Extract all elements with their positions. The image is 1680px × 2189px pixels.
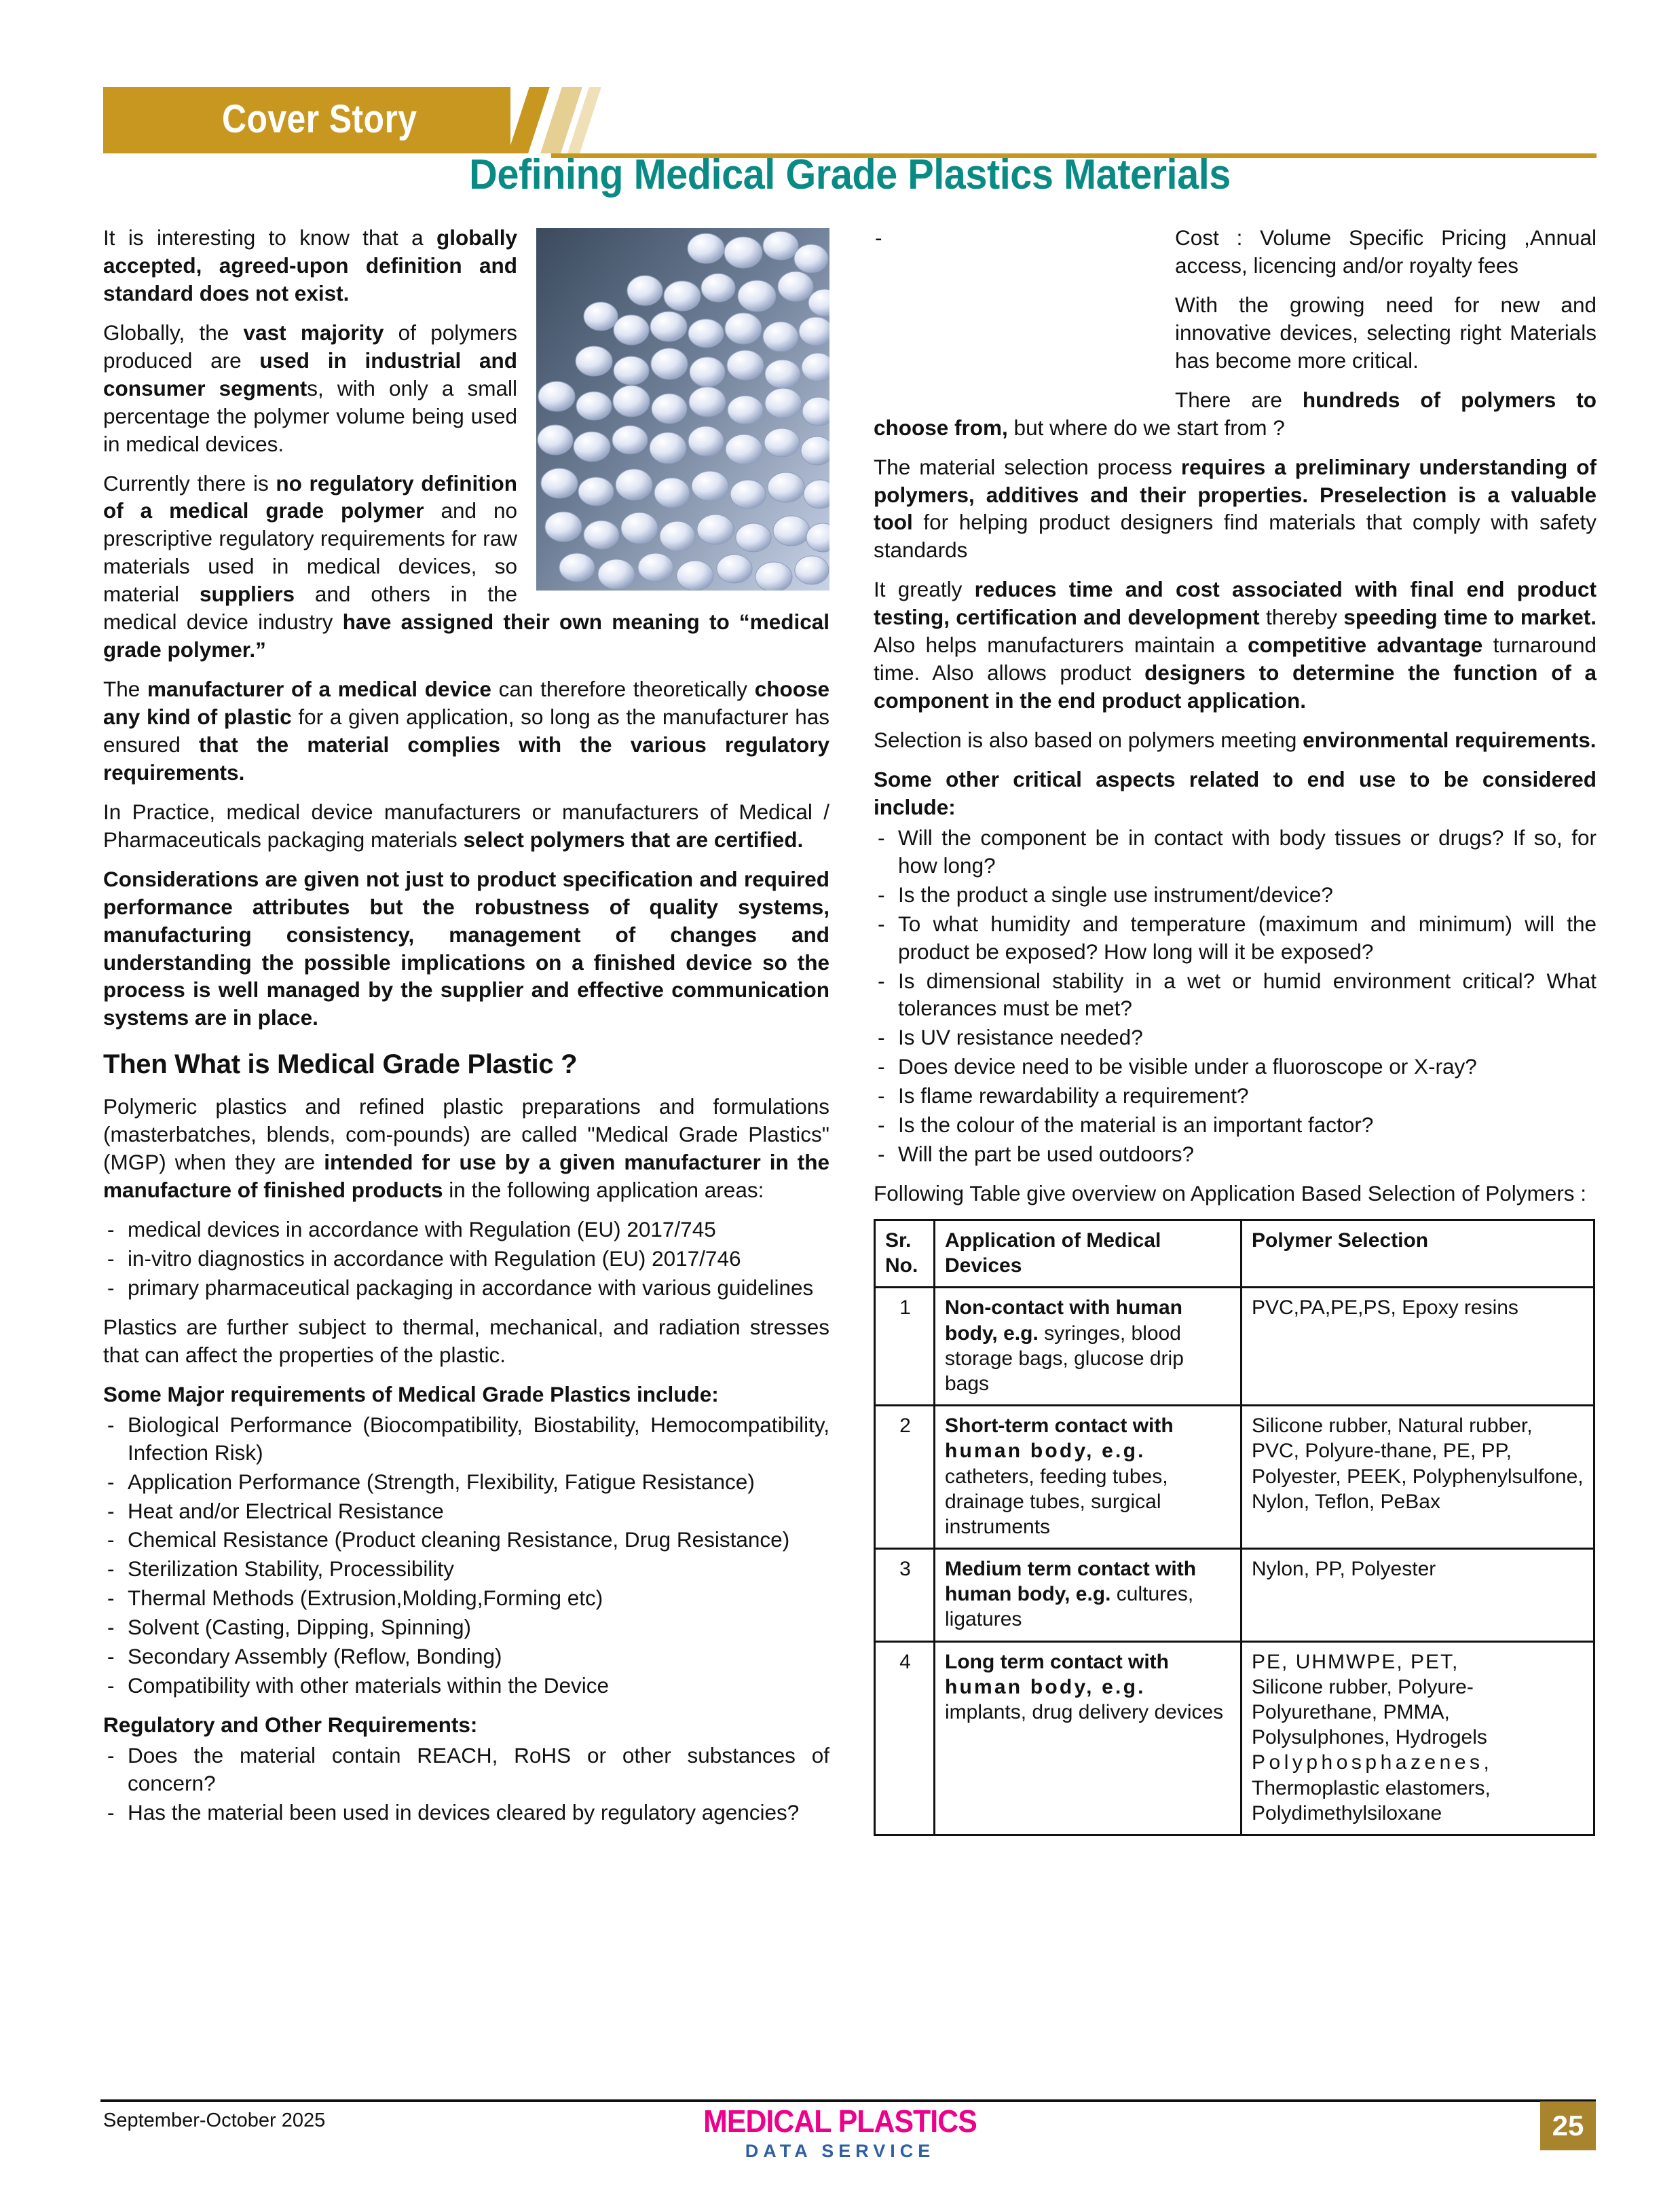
polymer-line: Thermoplastic elastomers, (1252, 1776, 1491, 1799)
text-run-bold: vast majority (243, 320, 384, 345)
text-run: It is interesting to know that a (103, 225, 436, 250)
cell-application (935, 1406, 1242, 1549)
table-row (875, 1641, 1594, 1835)
text-run: but where do we start from ? (1007, 415, 1285, 440)
text-run: of polymers produced are (103, 320, 517, 373)
text-run: catheters, feeding tubes, drainage tubes, surgical instruments (945, 1465, 1168, 1538)
brand-name: MEDICAL PLASTICS (703, 2103, 977, 2139)
list-item: - Has the material been used in devices cleared by regulatory agencies? (103, 1799, 829, 1827)
right-paragraph-3 (874, 453, 1597, 565)
cover-story-label: Cover Story (222, 97, 417, 141)
table-header-row (875, 1220, 1594, 1288)
text-run: Selection is also based on polymers meeting (874, 728, 1303, 752)
list-item: - Is UV resistance needed? (874, 1024, 1597, 1051)
column-header-application: Application of Medical Devices (935, 1220, 1242, 1288)
text-run-bold: hundreds of polymers to choose from, (874, 387, 1597, 440)
text-run: for a given application, so long as the manufacturer has ensured (103, 705, 829, 757)
right-paragraph-5 (874, 726, 1597, 754)
text-run-bold: Long term contact with (945, 1650, 1169, 1673)
text-run: s, with only a small percentage the polymer volume being used in medical devices. (103, 375, 517, 456)
pellets-illustration (536, 228, 829, 591)
sr-line-1: Sr. (885, 1229, 912, 1252)
polymer-line: Polydimethylsiloxane (1252, 1801, 1442, 1825)
list-item: - Is dimensional stability in a wet or humid environment critical? What tolerances must be met? (874, 967, 1597, 1023)
column-header-polymer: Polymer Selection (1242, 1220, 1594, 1288)
text-run: and others in the medical device industry (103, 582, 517, 635)
column-header-sr-no (875, 1220, 935, 1288)
text-run-bold: intended for use by a given manufacturer in the manufacture of finished products (103, 1150, 829, 1203)
paragraph-8: Plastics are further subject to thermal, mechanical, and radiation stresses that can affect the properties of the plastic. (103, 1314, 829, 1367)
text-run-bold: competitive advantage (1248, 633, 1483, 658)
section-heading-medical-grade-plastic: Then What is Medical Grade Plastic ? (103, 1049, 578, 1080)
list-item: - Is flame rewardability a requirement? (874, 1082, 1597, 1110)
text-run-bold: designers to determine the function of a component in the end product application. (874, 660, 1597, 713)
table-row (875, 1549, 1594, 1642)
text-run-bold: Some other critical aspects related to end use to be considered include: (874, 766, 1597, 819)
paragraph-5 (103, 798, 829, 854)
paragraph-7 (103, 1093, 829, 1204)
table-row (875, 1406, 1594, 1549)
page-number-badge: 25 (1540, 2101, 1596, 2150)
list-item: - To what humidity and temperature (maximum and minimum) will the product be exposed? How long will it be exposed? (874, 910, 1597, 966)
paragraph-4 (103, 675, 829, 787)
text-run-bold: no regulatory definition of a medical grade polymer (103, 470, 517, 523)
text-run: It greatly (874, 577, 975, 602)
cell-sr-no: 3 (875, 1549, 935, 1642)
list-item: - Does device need to be visible under a fluoroscope or X-ray? (874, 1053, 1597, 1081)
cell-application (935, 1549, 1242, 1642)
application-polymer-table (874, 1219, 1595, 1836)
text-run-bold: reduces time and cost associated with final end product testing, certification and development (874, 577, 1597, 630)
polymer-line: PE, UHMWPE, PET, (1252, 1650, 1459, 1673)
text-run-bold: Regulatory and Other Requirements: (103, 1713, 478, 1738)
text-run-bold: speeding time to market. (1343, 605, 1597, 630)
list-item: - in-vitro diagnostics in accordance with Regulation (EU) 2017/746 (103, 1245, 829, 1273)
paragraph-6 (103, 865, 829, 1032)
text-run: thereby (1259, 605, 1344, 630)
text-run-bold: used in industrial and consumer segment (103, 348, 517, 400)
list-item: - Sterilization Stability, Processibility (103, 1555, 829, 1583)
page-title: Defining Medical Grade Plastics Materials (469, 151, 1231, 198)
text-run: In Practice, medical device manufacturers or manufacturers of Medical / Pharmaceuticals packaging materials (103, 799, 829, 852)
text-run-bold: have assigned their own meaning to “medical grade polymer.” (103, 610, 829, 662)
text-run-bold: that the material complies with the various regulatory requirements. (103, 732, 829, 785)
table-intro: Following Table give overview on Application Based Selection of Polymers : (874, 1181, 1586, 1206)
cell-sr-no: 4 (875, 1641, 935, 1835)
text-run: Globally, the (103, 320, 244, 345)
cost-list (874, 224, 1597, 280)
regulatory-heading (103, 1711, 829, 1739)
text-run: The material selection process (874, 454, 1181, 479)
polymer-line: Polysulphones, Hydrogels (1252, 1726, 1487, 1749)
right-column (874, 224, 1597, 1836)
polymer-line: Silicone rubber, Polyure- (1252, 1675, 1474, 1698)
text-run-bold-spaced: human body, e.g. (945, 1675, 1146, 1698)
text-run: Also helps manufacturers maintain a (874, 633, 1248, 658)
brand-tagline: DATA SERVICE (745, 2141, 935, 2161)
list-item: - Cost : Volume Specific Pricing ,Annual access, licencing and/or royalty fees (874, 224, 1597, 280)
right-paragraph-1: With the growing need for new and innovative devices, selecting right Materials has become more critical. (1175, 292, 1597, 373)
text-run: for helping product designers find materials that comply with safety standards (874, 510, 1597, 563)
text-run: The (103, 677, 148, 702)
footer-divider (100, 2099, 1596, 2102)
text-run: There are (1175, 387, 1303, 412)
cell-sr-no: 2 (875, 1406, 935, 1549)
polymer-line: Polyphosphazenes, (1252, 1751, 1493, 1774)
cell-application (935, 1641, 1242, 1835)
text-run-bold: suppliers (199, 582, 295, 607)
cell-polymer: PVC,PA,PE,PS, Epoxy resins (1242, 1288, 1594, 1406)
list-item: - primary pharmaceutical packaging in accordance with various guidelines (103, 1274, 829, 1302)
list-item: - Chemical Resistance (Product cleaning Resistance, Drug Resistance) (103, 1526, 829, 1554)
text-run: Polymeric plastics and refined plastic preparations and formulations (masterbatches, blends, com-pounds) are called "Medical Grade Plastics" (MGP) when they are (103, 1094, 829, 1175)
text-run-bold: Medium term contact with human body, e.g. (945, 1558, 1197, 1606)
text-run-bold: Considerations are given not just to product specification and required performance attributes but the robustness of quality systems, manufacturing consistency, management of changes and understanding the possible implications on a finished device so the process is well managed by the supplier and effective communication systems are in place. (103, 866, 829, 1030)
text-run: and no prescriptive regulatory requirements for raw materials used in medical devices, so material (103, 498, 517, 607)
left-column (103, 224, 829, 1838)
cell-sr-no: 1 (875, 1288, 935, 1406)
list-item: - medical devices in accordance with Regulation (EU) 2017/745 (103, 1216, 829, 1243)
text-run-bold: manufacturer of a medical device (147, 677, 491, 702)
aspects-list (874, 824, 1597, 1168)
text-run: turnaround time. Also allows product (874, 633, 1597, 686)
list-item: - Will the part be used outdoors? (874, 1140, 1597, 1168)
application-areas-list (103, 1216, 829, 1302)
cell-application (935, 1288, 1242, 1406)
list-item: - Secondary Assembly (Reflow, Bonding) (103, 1643, 829, 1670)
list-item: - Biological Performance (Biocompatibility, Biostability, Hemocompatibility, Infection Risk) (103, 1411, 829, 1467)
cell-polymer: Silicone rubber, Natural rubber, PVC, Polyure-thane, PE, PP, Polyester, PEEK, Polyphenylsulfone, Nylon, Teflon, PeBax (1242, 1406, 1594, 1549)
list-item: - Solvent (Casting, Dipping, Spinning) (103, 1613, 829, 1641)
brand-logo (0, 2103, 1680, 2162)
polymer-line: Polyurethane, PMMA, (1252, 1701, 1450, 1723)
text-run: can therefore theoretically (491, 677, 755, 702)
text-run: syringes, blood storage bags, glucose drip bags (945, 1322, 1184, 1395)
plastic-pellets-photo (536, 228, 829, 591)
text-run-bold: choose any kind of plastic (103, 677, 829, 729)
text-run-bold: Short-term contact with (945, 1415, 1174, 1438)
sr-line-2: No. (885, 1254, 918, 1277)
table-row (875, 1288, 1594, 1406)
list-item: - Will the component be in contact with body tissues or drugs? If so, for how long? (874, 824, 1597, 880)
cell-polymer (1242, 1641, 1594, 1835)
list-item: - Compatibility with other materials within the Device (103, 1672, 829, 1700)
text-run: in the following application areas: (443, 1178, 764, 1203)
text-run-bold: globally accepted, agreed-upon definition and standard does not exist. (103, 225, 517, 305)
list-item: - Thermal Methods (Extrusion,Molding,Forming etc) (103, 1584, 829, 1612)
list-item: - Is the product a single use instrument/device? (874, 881, 1597, 909)
text-run: cultures, ligatures (945, 1583, 1194, 1631)
right-paragraph-4 (874, 576, 1597, 715)
regulatory-list (103, 1742, 829, 1827)
list-item: - Application Performance (Strength, Flexibility, Fatigue Resistance) (103, 1468, 829, 1496)
text-run-bold: Some Major requirements of Medical Grade Plastics include: (103, 1381, 719, 1406)
cell-polymer: Nylon, PP, Polyester (1242, 1549, 1594, 1642)
text-run-bold-spaced: human body, e.g. (945, 1440, 1146, 1463)
list-item: - Heat and/or Electrical Resistance (103, 1497, 829, 1525)
text-run: Currently there is (103, 470, 276, 495)
aspects-heading (874, 766, 1597, 821)
requirements-heading (103, 1381, 829, 1408)
text-run: implants, drug delivery devices (945, 1701, 1224, 1723)
text-run-bold: environmental requirements. (1303, 728, 1597, 752)
requirements-list (103, 1411, 829, 1700)
masthead (103, 87, 1597, 160)
list-item: - Does the material contain REACH, RoHS or other substances of concern? (103, 1742, 829, 1797)
text-run-bold: Non-contact with human body, e.g. (945, 1296, 1182, 1345)
text-run-bold: select polymers that are certified. (463, 827, 804, 852)
text-run-bold: requires a preliminary understanding of polymers, additives and their properties. Preselection is a valuable tool (874, 454, 1597, 535)
footer-date: September-October 2025 (103, 2110, 326, 2131)
list-item: - Is the colour of the material is an important factor? (874, 1111, 1597, 1139)
